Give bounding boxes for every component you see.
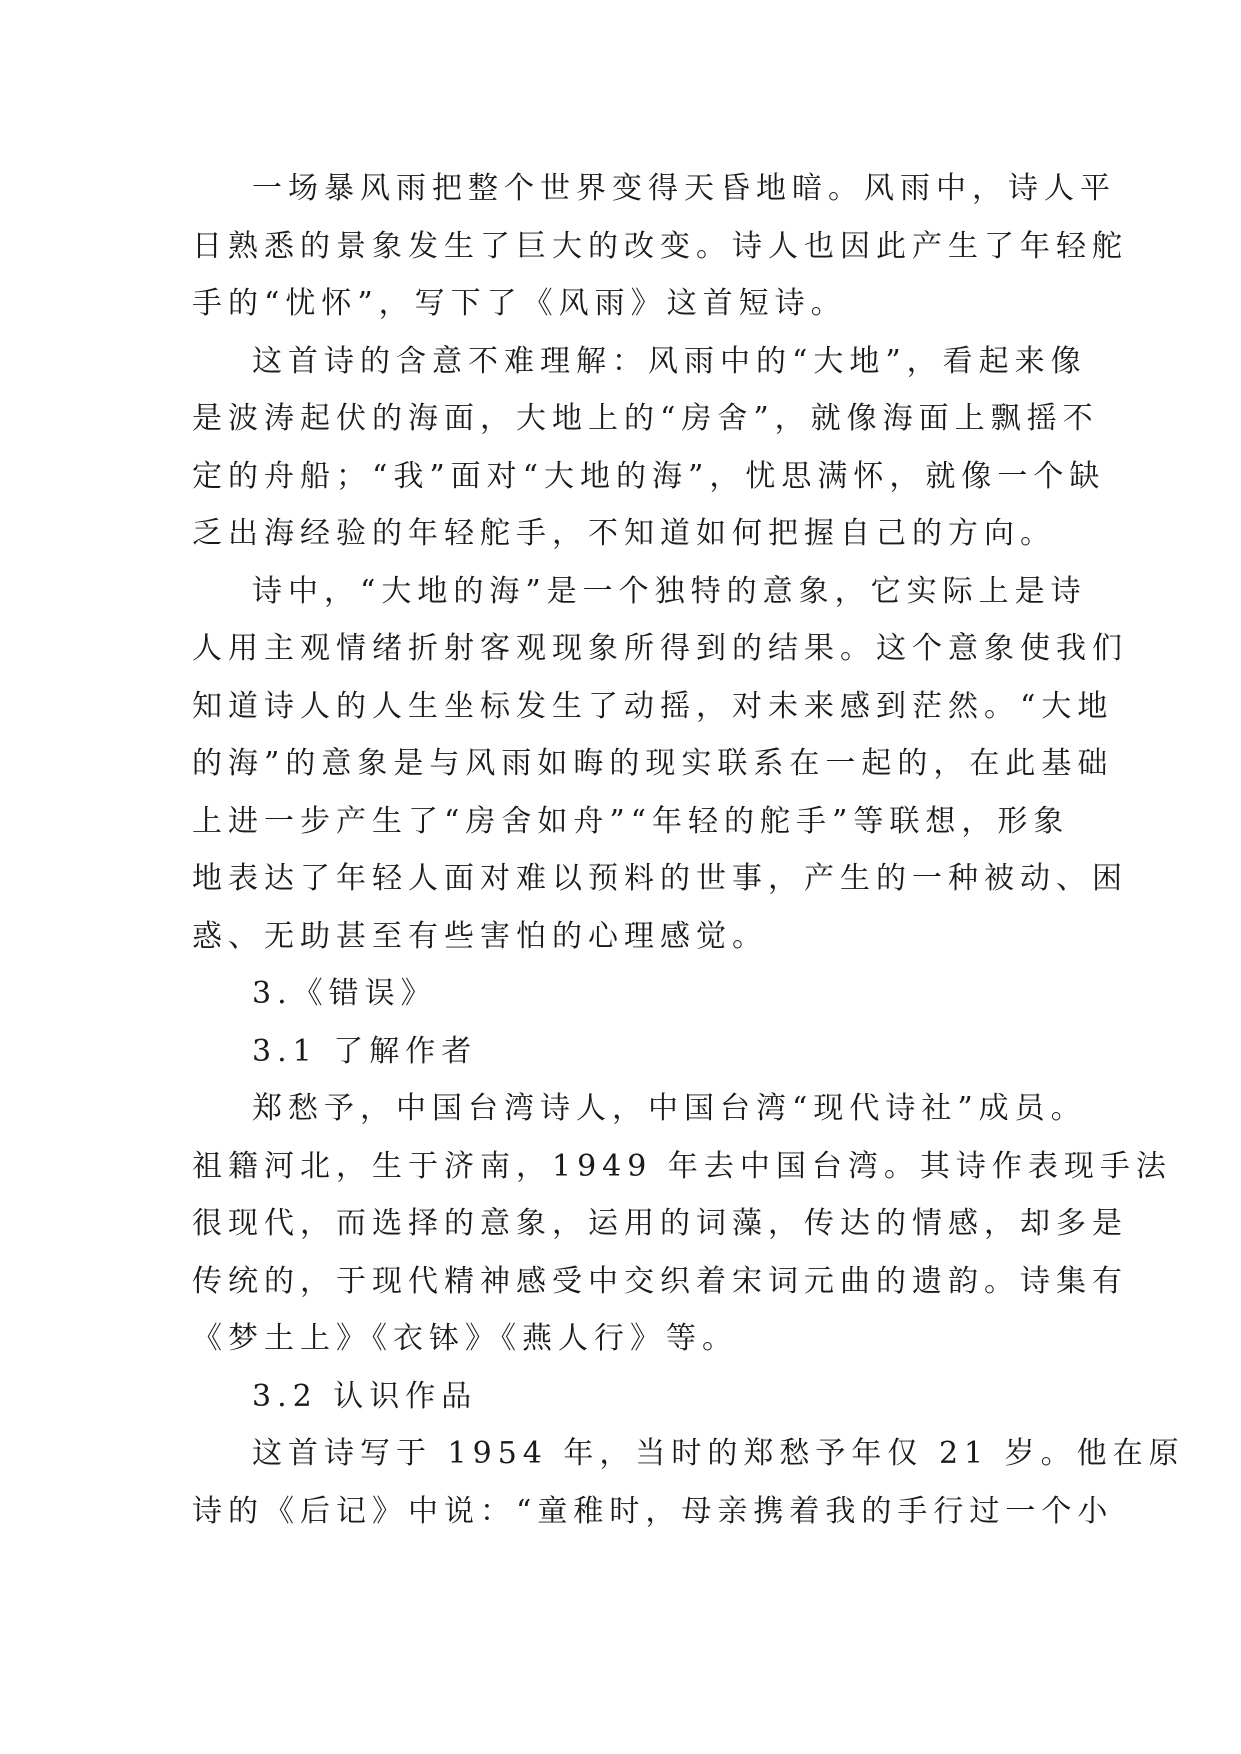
paragraph-line: 乏出海经验的年轻舵手，不知道如何把握自己的方向。 (192, 516, 1056, 551)
paragraph-line: 这首诗写于 1954 年，当时的郑愁予年仅 21 岁。他在原 (252, 1436, 1185, 1471)
paragraph-line: 是波涛起伏的海面，大地上的“房舍”，就像海面上飘摇不 (192, 401, 1099, 436)
subsection-heading: 3.2 认识作品 (252, 1378, 478, 1414)
paragraph-line: 传统的，于现代精神感受中交织着宋词元曲的遗韵。诗集有 (192, 1263, 1128, 1299)
section-heading: 3.《错误》 (252, 976, 437, 1011)
paragraph-line: 诗的《后记》中说：“童稚时，母亲携着我的手行过一个小 (192, 1493, 1114, 1529)
paragraph-line: 的海”的意象是与风雨如晦的现实联系在一起的，在此基础 (192, 746, 1114, 781)
paragraph-line: 人用主观情绪折射客观现象所得到的结果。这个意象使我们 (192, 631, 1128, 666)
paragraph-line: 手的“忧怀”，写下了《风雨》这首短诗。 (192, 286, 847, 321)
paragraph-line: 定的舟船；“我”面对“大地的海”，忧思满怀，就像一个缺 (192, 458, 1106, 494)
paragraph-line: 一场暴风雨把整个世界变得天昏地暗。风雨中，诗人平 (252, 171, 1116, 206)
paragraph-line: 地表达了年轻人面对难以预料的世事，产生的一种被动、困 (192, 861, 1128, 896)
paragraph-line: 知道诗人的人生坐标发生了动摇，对未来感到茫然。“大地 (192, 688, 1114, 724)
paragraph-line: 惑、无助甚至有些害怕的心理感觉。 (192, 918, 768, 954)
paragraph-line: 上进一步产生了“房舍如舟”“年轻的舵手”等联想，形象 (192, 803, 1070, 839)
paragraph-line: 祖籍河北，生于济南，1949 年去中国台湾。其诗作表现手法 (192, 1148, 1172, 1184)
paragraph-line: 日熟悉的景象发生了巨大的改变。诗人也因此产生了年轻舵 (192, 228, 1128, 264)
paragraph-line: 这首诗的含意不难理解：风雨中的“大地”，看起来像 (252, 343, 1087, 379)
body-text (192, 160, 1185, 1540)
paragraph-line: 很现代，而选择的意象，运用的词藻，传达的情感，却多是 (192, 1206, 1128, 1241)
paragraph-line: 诗中，“大地的海”是一个独特的意象，它实际上是诗 (252, 573, 1087, 609)
paragraph-line: 郑愁予，中国台湾诗人，中国台湾“现代诗社”成员。 (252, 1091, 1087, 1126)
paragraph-line: 《梦土上》《衣钵》《燕人行》等。 (192, 1321, 738, 1356)
subsection-heading: 3.1 了解作者 (252, 1033, 478, 1069)
